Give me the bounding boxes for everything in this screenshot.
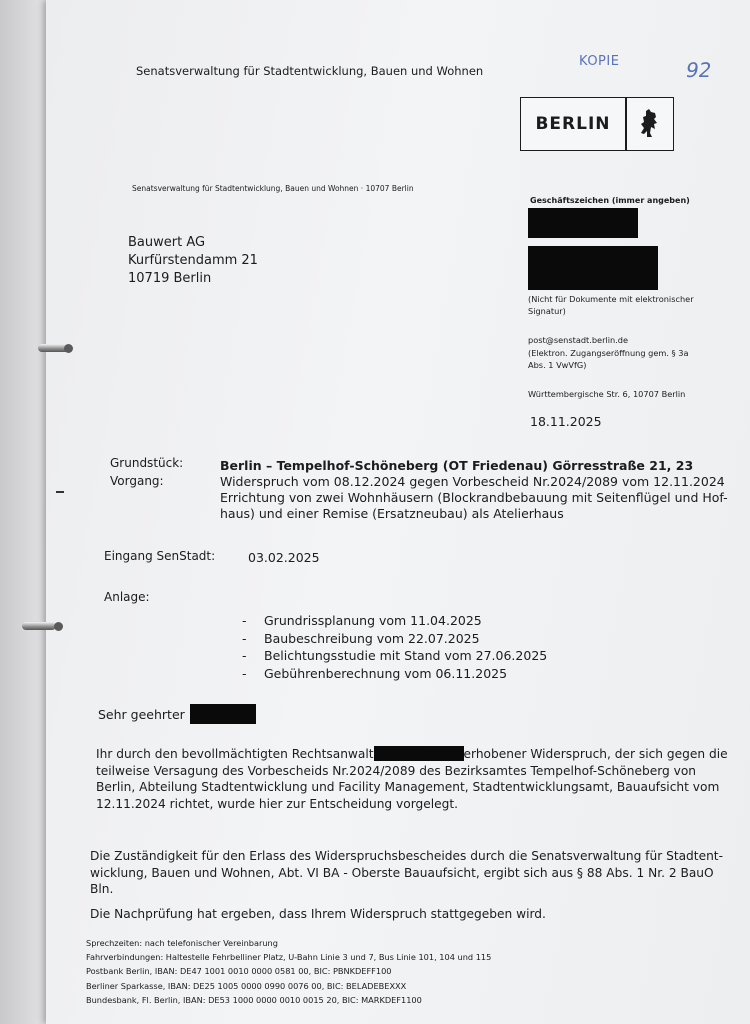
vorgang-line: Widerspruch vom 08.12.2024 gegen Vorbescheid Nr.2024/2089 vom 12.11.2024 (220, 474, 725, 489)
footer-line: Bundesbank, Fl. Berlin, IBAN: DE53 1000 0000 0010 0015 20, BIC: MARKDEF1100 (86, 994, 422, 1005)
p1-line: erhobener Widerspruch, der sich gegen die (463, 747, 728, 761)
binder-ring-bottom (22, 622, 56, 630)
recipient-address (128, 234, 258, 288)
geschaeftszeichen-label: Geschäftszeichen (immer angeben) (530, 196, 690, 205)
p1-line: teilweise Versagung des Vorbescheids Nr.2024/2089 des Bezirksamtes Tempelhof-Schöneberg von (96, 763, 696, 778)
vorgang-line: Errichtung von zwei Wohnhäusern (Blockrandbebauung mit Seitenflügel und Hof- (220, 490, 728, 505)
redacted-contact (528, 246, 658, 290)
paragraph-2 (90, 848, 723, 898)
sender-name: Senatsverwaltung für Stadtentwicklung, Bauen und Wohnen (136, 64, 484, 78)
footer (86, 936, 491, 1007)
office-address: Württembergische Str. 6, 10707 Berlin (528, 389, 686, 399)
list-item: - Grundrissplanung vom 11.04.2025 (242, 613, 482, 628)
footer-line: Postbank Berlin, IBAN: DE47 1001 0010 0000 0581 00, BIC: PBNKDEFF100 (86, 966, 392, 977)
p1-line: Berlin, Abteilung Stadtentwicklung und Facility Management, Stadtentwicklungsamt, Bauaufsicht vom (96, 780, 720, 794)
margin-mark (56, 491, 64, 493)
p1-line: Ihr durch den bevollmächtigten Rechtsanwalt (96, 747, 374, 761)
grundstueck-value: Berlin – Tempelhof-Schöneberg (OT Friedenau) Görresstraße 21, 23 (220, 458, 694, 473)
vorgang-line: haus) und einer Remise (Ersatzneubau) als Atelierhaus (220, 506, 564, 521)
recipient-company: Bauwert AG (128, 235, 206, 250)
list-item: - Baubeschreibung vom 22.07.2025 (242, 630, 480, 646)
anlage-label: Anlage: (104, 590, 150, 604)
grundstueck-label: Grundstück: (110, 456, 184, 470)
signature-note: (Nicht für Dokumente mit elektronischer Signatur) (528, 294, 694, 316)
letter-page (46, 0, 750, 1024)
vorgang-label: Vorgang: (110, 474, 164, 488)
redacted-reference (528, 208, 638, 238)
vorgang-text (220, 474, 728, 522)
logo-text: BERLIN (535, 114, 611, 134)
p2-line: Die Zuständigkeit für den Erlass des Widerspruchsbescheides durch die Senatsverwaltung für Stadtent- (90, 849, 723, 863)
paragraph-1 (96, 746, 728, 812)
recipient-street: Kurfürstendamm 21 (128, 253, 258, 268)
list-item: - Belichtungsstudie mit Stand vom 27.06.2025 (242, 648, 548, 663)
email-address: post@senstadt.berlin.de (528, 335, 629, 345)
binder-hole-bottom (54, 622, 63, 631)
email-note: (Elektron. Zugangseröffnung gem. § 3a Abs. 1 VwVfG) (528, 348, 689, 370)
footer-line: Berliner Sparkasse, IBAN: DE25 1005 0000 0990 0076 00, BIC: BELADEBEXXX (86, 980, 407, 991)
redacted-name (190, 704, 256, 724)
redacted-lawyer-name (374, 746, 464, 761)
handwritten-kopie: KOPIE (579, 54, 620, 69)
binder-hole-top (64, 344, 73, 353)
eingang-label: Eingang SenStadt: (104, 549, 216, 563)
handwritten-page-number: 92 (683, 58, 714, 82)
list-item: - Gebührenberechnung vom 06.11.2025 (242, 665, 508, 681)
footer-line: Sprechzeiten: nach telefonischer Vereinbarung (86, 938, 278, 948)
return-address-line: Senatsverwaltung für Stadtentwicklung, Bauen und Wohnen · 10707 Berlin (132, 184, 414, 193)
recipient-city: 10719 Berlin (128, 271, 212, 286)
p2-line: wicklung, Bauen und Wohnen, Abt. VI BA - Oberste Bauaufsicht, ergibt sich aus § 88 Abs. 1 Nr. 2 BauO (90, 865, 714, 880)
letter-date: 18.11.2025 (530, 414, 602, 429)
eingang-value: 03.02.2025 (248, 550, 320, 565)
berlin-bear-icon (627, 98, 674, 150)
berlin-logo (520, 97, 674, 151)
salutation: Sehr geehrter (98, 707, 185, 722)
paragraph-3: Die Nachprüfung hat ergeben, dass Ihrem Widerspruch stattgegeben wird. (90, 907, 546, 921)
p1-line: 12.11.2024 richtet, wurde hier zur Entscheidung vorgelegt. (96, 796, 459, 811)
p2-line: Bln. (90, 882, 114, 896)
anlagen-list (242, 612, 547, 682)
footer-line: Fahrverbindungen: Haltestelle Fehrbelliner Platz, U-Bahn Linie 3 und 7, Bus Linie 101, 104 und 115 (86, 952, 492, 963)
